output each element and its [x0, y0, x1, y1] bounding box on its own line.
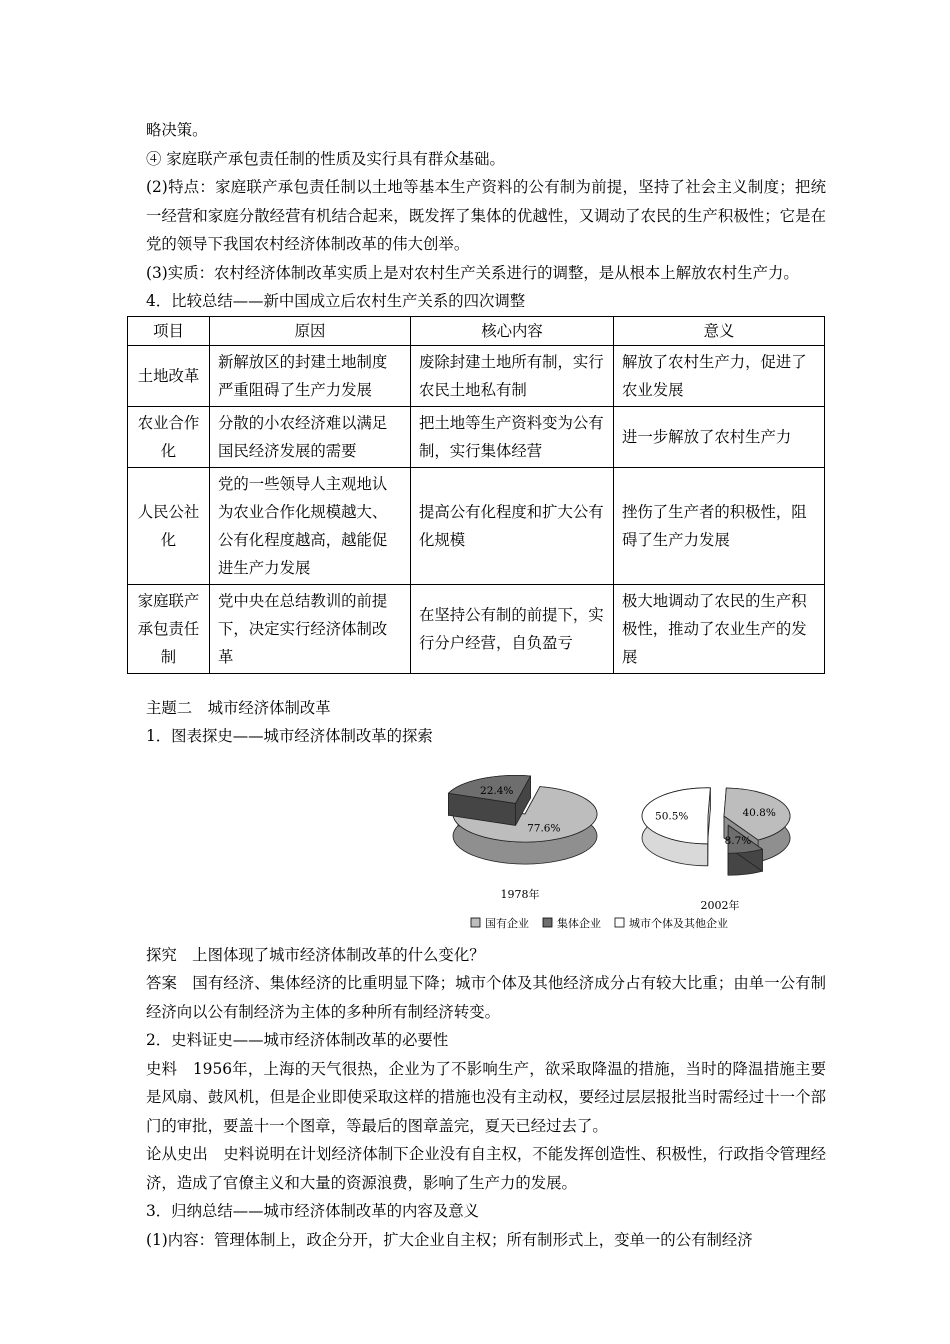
legend-label: 城市个体及其他企业 — [629, 916, 728, 930]
pie-slice-label: 8.7% — [724, 834, 752, 847]
feature-paragraph: (2)特点：家庭联产承包责任制以土地等基本生产资料的公有制为前提，坚持了社会主义制度；把统一经营和家庭分散经营有机结合起来，既发挥了集体的优越性，又调动了农民的生产积极性；它是在党的领导下我国农村经济体制改革的伟大创举。 — [146, 178, 826, 253]
table-cell: 提高公有化程度和扩大公有化规模 — [411, 467, 614, 584]
legend-swatch — [471, 918, 480, 927]
table-cell: 党中央在总结教训的前提下，决定实行经济体制改革 — [210, 584, 411, 673]
legend-item — [615, 916, 728, 930]
comparison-table — [127, 316, 825, 674]
content-line: (1)内容：管理体制上，政企分开，扩大企业自主权；所有制形式上，变单一的公有制经济 — [146, 1230, 753, 1249]
pie-slice-label: 77.6% — [527, 822, 561, 835]
table-row — [128, 345, 825, 406]
table-cell: 分散的小农经济难以满足国民经济发展的需要 — [210, 406, 411, 467]
table-cell: 把土地等生产资料变为公有制，实行集体经营 — [411, 406, 614, 467]
table-heading: 4．比较总结——新中国成立后农村生产关系的四次调整 — [146, 292, 526, 310]
pie-slice-label: 22.4% — [480, 784, 514, 797]
table-row — [128, 406, 825, 467]
table-cell: 新解放区的封建土地制度严重阻碍了生产力发展 — [210, 345, 411, 406]
pie-slice-label: 40.8% — [742, 806, 776, 819]
text-line: 略决策。 — [146, 121, 208, 139]
section-title: 2．史料证史——城市经济体制改革的必要性 — [146, 1031, 449, 1049]
legend-swatch — [543, 918, 552, 927]
header-cell: 项目 — [128, 316, 210, 345]
header-cell: 意义 — [614, 316, 825, 345]
chart-caption: 2002年 — [700, 898, 740, 912]
table-cell: 挫伤了生产者的积极性，阻碍了生产力发展 — [614, 467, 825, 584]
table-row — [128, 467, 825, 584]
legend-label: 国有企业 — [485, 916, 529, 930]
explore-question: 探究 上图体现了城市经济体制改革的什么变化？ — [146, 945, 485, 964]
table-cell: 极大地调动了农民的生产积极性，推动了农业生产的发展 — [614, 584, 825, 673]
table-cell: 人民公社化 — [128, 467, 210, 584]
pie-chart-svg — [127, 751, 824, 941]
document-page — [137, 116, 826, 1254]
chart-caption: 1978年 — [500, 887, 540, 901]
table-cell: 废除封建土地所有制，实行农民土地私有制 — [411, 345, 614, 406]
table-cell: 农业合作化 — [128, 406, 210, 467]
legend-item — [543, 916, 601, 930]
section-title: 3．归纳总结——城市经济体制改革的内容及意义 — [146, 1202, 479, 1220]
legend-item — [471, 916, 529, 930]
section-title: 1．图表探史——城市经济体制改革的探索 — [146, 727, 433, 745]
conclusion-paragraph: 论从史出 史料说明在计划经济体制下企业没有自主权，不能发挥创造性、积极性，行政指令管理经济，造成了官僚主义和大量的资源浪费，影响了生产力的发展。 — [146, 1145, 826, 1192]
pie-chart-1978 — [448, 775, 597, 864]
table-cell: 党的一些领导人主观地认为农业合作化规模越大、公有化程度越高，越能促进生产力发展 — [210, 467, 411, 584]
source-paragraph: 史料 1956年，上海的天气很热，企业为了不影响生产，欲采取降温的措施，当时的降温措施主要是风扇、鼓风机，但是企业即使采取这样的措施也没有主动权，要经过层层报批当时需经过十一个部门的审批，要盖十一个图章，等最后的图章盖完，夏天已经过去了。 — [146, 1059, 826, 1135]
pie-chart-2002 — [642, 787, 790, 874]
pie-slice — [642, 787, 710, 865]
pie-chart-figure — [127, 751, 824, 941]
pie-slice-label: 50.5% — [655, 810, 689, 823]
table-cell: 家庭联产承包责任制 — [128, 584, 210, 673]
essence-paragraph: (3)实质：农村经济体制改革实质上是对农村生产关系进行的调整，是从根本上解放农村生产力。 — [146, 263, 799, 282]
table-cell: 土地改革 — [128, 345, 210, 406]
table-row — [128, 584, 825, 673]
legend-swatch — [615, 918, 624, 927]
header-cell: 核心内容 — [411, 316, 614, 345]
text-line: ④ 家庭联产承包责任制的性质及实行具有群众基础。 — [146, 149, 505, 168]
table-cell: 解放了农村生产力，促进了农业发展 — [614, 345, 825, 406]
chart-legend — [471, 916, 728, 930]
table-header-row — [128, 316, 825, 345]
table-cell: 在坚持公有制的前提下，实行分户经营，自负盈亏 — [411, 584, 614, 673]
theme-title: 主题二 城市经济体制改革 — [146, 698, 331, 717]
table-cell: 进一步解放了农村生产力 — [614, 406, 825, 467]
legend-label: 集体企业 — [557, 916, 601, 930]
header-cell: 原因 — [210, 316, 411, 345]
answer-paragraph: 答案 国有经济、集体经济的比重明显下降；城市个体及其他经济成分占有较大比重；由单一公有制经济向以公有制经济为主体的多种所有制经济转变。 — [146, 974, 826, 1021]
